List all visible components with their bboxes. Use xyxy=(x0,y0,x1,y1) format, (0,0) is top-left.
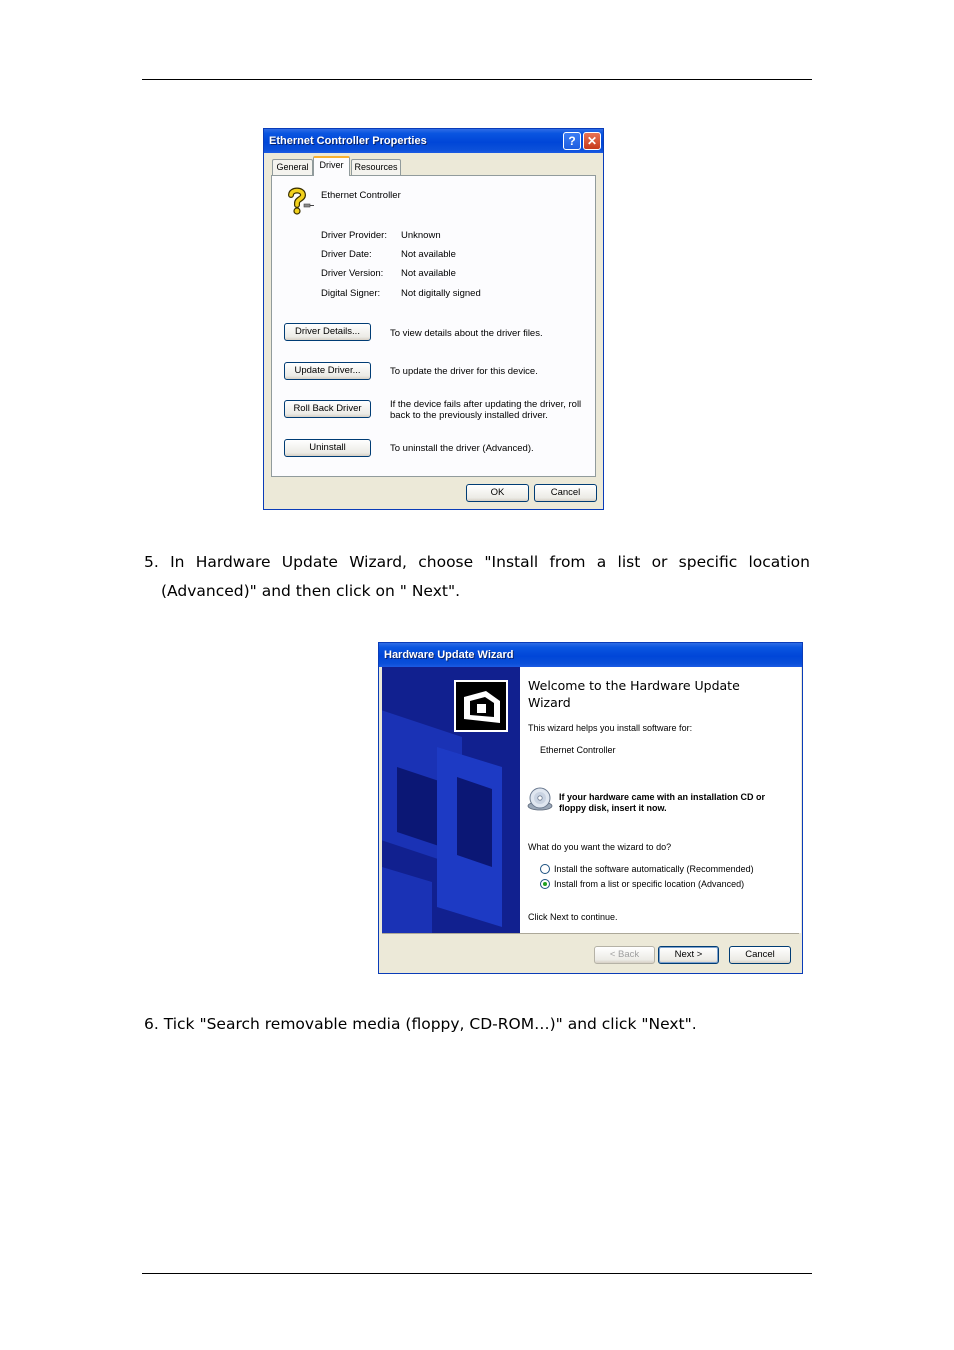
ok-button[interactable]: OK xyxy=(466,484,529,502)
wizard-title-bar[interactable] xyxy=(379,643,802,667)
tab-driver[interactable]: Driver xyxy=(313,156,350,176)
wizard-device-name: Ethernet Controller xyxy=(540,745,616,755)
tab-resources[interactable]: Resources xyxy=(351,159,401,175)
driver-details-description: To view details about the driver files. xyxy=(390,328,543,339)
wizard-heading: Welcome to the Hardware Update Wizard xyxy=(528,678,740,710)
wizard-sidebar-graphic xyxy=(382,667,520,933)
update-driver-description: To update the driver for this device. xyxy=(390,366,538,377)
driver-provider-value: Unknown xyxy=(401,230,441,241)
cancel-button[interactable]: Cancel xyxy=(534,484,597,502)
driver-details-button[interactable]: Driver Details... xyxy=(284,323,371,341)
header-rule xyxy=(142,79,812,80)
back-button[interactable]: < Back xyxy=(594,946,655,964)
driver-date-value: Not available xyxy=(401,249,456,260)
driver-version-value: Not available xyxy=(401,268,456,279)
step-5-text: In Hardware Update Wizard, choose "Install from a list or specific location (Advanced)" and then click on " Next". xyxy=(161,553,810,600)
ethernet-controller-properties-dialog xyxy=(263,128,604,510)
digital-signer-label: Digital Signer: xyxy=(321,288,381,299)
step-6-number: 6. xyxy=(144,1015,159,1033)
wizard-title: Hardware Update Wizard xyxy=(384,649,514,661)
cd-hint: If your hardware came with an installation CD or floppy disk, insert it now. xyxy=(559,792,766,813)
help-icon[interactable]: ? xyxy=(563,132,581,150)
close-icon[interactable]: ✕ xyxy=(583,132,601,150)
install-automatically-label[interactable]: Install the software automatically (Recommended) xyxy=(554,864,754,874)
wizard-cancel-button[interactable]: Cancel xyxy=(729,946,791,964)
wizard-question: What do you want the wizard to do? xyxy=(528,842,672,852)
wizard-content xyxy=(520,667,801,933)
install-from-list-radio[interactable] xyxy=(540,879,550,889)
dialog-title: Ethernet Controller Properties xyxy=(269,135,427,147)
driver-date-label: Driver Date: xyxy=(321,249,372,260)
wizard-button-bar xyxy=(382,933,799,973)
footer-rule xyxy=(142,1273,812,1274)
install-from-list-label[interactable]: Install from a list or specific location (Advanced) xyxy=(554,879,745,889)
unknown-device-question-icon xyxy=(284,186,314,216)
digital-signer-value: Not digitally signed xyxy=(401,288,481,299)
tab-general[interactable]: General xyxy=(272,159,313,175)
uninstall-button[interactable]: Uninstall xyxy=(284,439,371,457)
install-automatically-radio[interactable] xyxy=(540,864,550,874)
hardware-wizard-icon xyxy=(382,667,520,933)
step-6-paragraph xyxy=(144,1010,810,1039)
step-6-text: Tick "Search removable media (floppy, CD-ROM…)" and click "Next". xyxy=(163,1015,697,1033)
continue-hint: Click Next to continue. xyxy=(528,912,618,922)
device-name: Ethernet Controller xyxy=(321,190,401,201)
driver-tab-panel xyxy=(271,175,596,477)
step-5-number: 5. xyxy=(144,553,159,571)
uninstall-description: To uninstall the driver (Advanced). xyxy=(390,443,534,454)
dialog-title-bar[interactable] xyxy=(264,129,603,153)
hardware-update-wizard-dialog xyxy=(378,642,803,974)
next-button[interactable]: Next > xyxy=(658,946,719,964)
cd-disc-icon xyxy=(527,786,553,812)
driver-version-label: Driver Version: xyxy=(321,268,384,279)
wizard-intro: This wizard helps you install software for: xyxy=(528,723,693,733)
roll-back-driver-description: If the device fails after updating the driver, roll back to the previously installed driver. xyxy=(390,399,582,421)
driver-provider-label: Driver Provider: xyxy=(321,230,387,241)
roll-back-driver-button[interactable]: Roll Back Driver xyxy=(284,400,371,418)
step-5-paragraph xyxy=(144,548,810,606)
update-driver-button[interactable]: Update Driver... xyxy=(284,362,371,380)
